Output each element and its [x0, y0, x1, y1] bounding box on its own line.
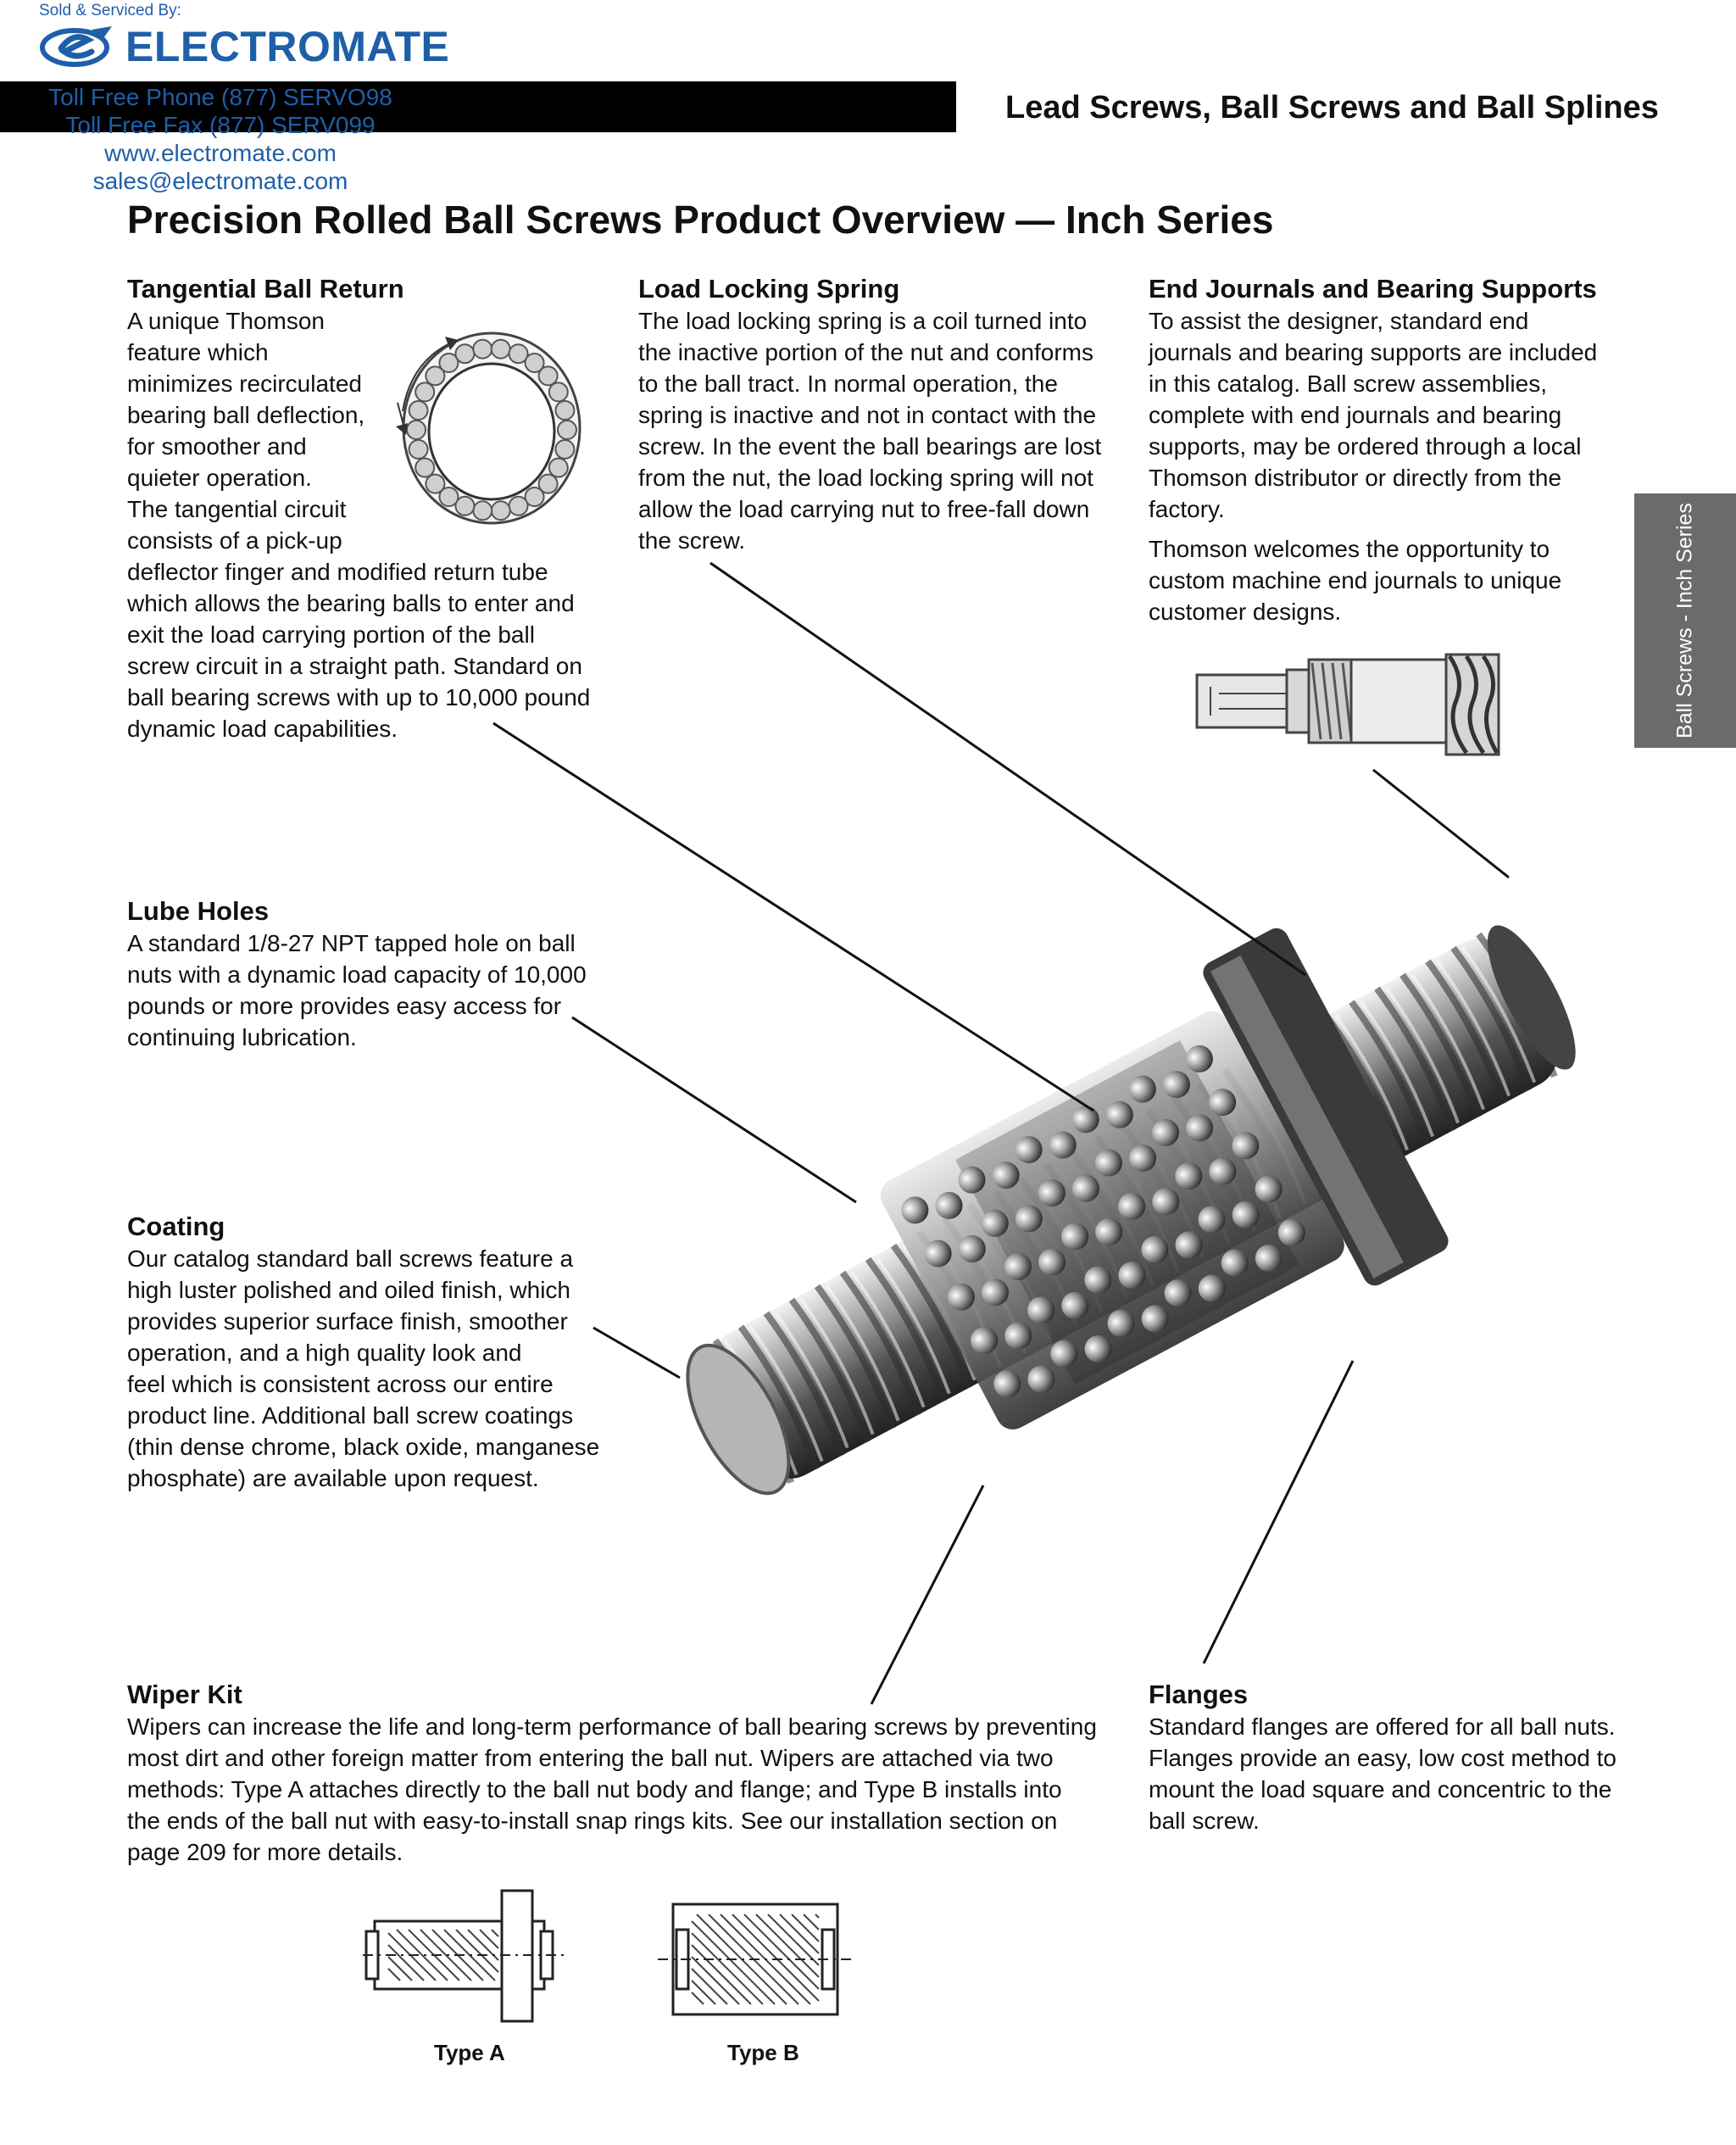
paragraph-line: nuts with a dynamic load capacity of 10,000 — [127, 961, 587, 988]
paragraph-line: feature which — [127, 339, 269, 365]
paragraph-line: Thomson distributor or directly from the — [1149, 465, 1562, 491]
paragraph-line: Standard flanges are offered for all ball nuts. — [1149, 1713, 1616, 1740]
leader-line-lube — [572, 1017, 856, 1202]
paragraph-line: screw circuit in a straight path. Standard on — [127, 653, 582, 679]
paragraph-line: A unique Thomson — [127, 308, 325, 334]
phone-text: Toll Free Phone (877) SERVO98 — [48, 84, 392, 110]
page-title: Precision Rolled Ball Screws Product Overview — Inch Series — [127, 198, 1274, 242]
wiper-type-a-drawing — [363, 1882, 566, 2035]
paragraph-line: screw. In the event the ball bearings are lost — [638, 433, 1102, 460]
brand-name: ELECTROMATE — [125, 23, 450, 70]
paragraph-line: allow the load carrying nut to free-fall down — [638, 496, 1090, 522]
paragraph-line: A standard 1/8-27 NPT tapped hole on ball — [127, 930, 576, 956]
paragraph-line: ball bearing screws with up to 10,000 pound — [127, 684, 591, 710]
paragraph-line: mount the load square and concentric to the — [1149, 1776, 1612, 1802]
paragraph-line: most dirt and other foreign matter from entering the ball nut. Wipers are attached via two — [127, 1745, 1054, 1771]
leader-line-journals — [1373, 770, 1509, 878]
paragraph-line: for smoother and — [127, 433, 307, 460]
paragraph-line: phosphate) are available upon request. — [127, 1465, 539, 1491]
paragraph-line: consists of a pick-up — [127, 527, 342, 554]
wiper-type-b-drawing — [658, 1896, 853, 2023]
paragraph-line: operation, and a high quality look and — [127, 1340, 522, 1366]
leader-line-flanges — [1204, 1361, 1353, 1663]
paragraph-line: high luster polished and oiled finish, which — [127, 1277, 570, 1303]
fax-text: Toll Free Fax (877) SERV099 — [65, 112, 376, 138]
type-a-caption: Type A — [434, 2040, 505, 2065]
paragraph-line: minimizes recirculated — [127, 370, 362, 397]
paragraph-line: The tangential circuit — [127, 496, 347, 522]
leader-line-wiper — [871, 1485, 983, 1704]
paragraph-line: exit the load carrying portion of the ball — [127, 621, 535, 648]
paragraph-line: complete with end journals and bearing — [1149, 402, 1562, 428]
paragraph-line: The load locking spring is a coil turned into — [638, 308, 1088, 334]
section-heading: Wiper Kit — [127, 1680, 242, 1709]
paragraph-line: page 209 for more details. — [127, 1839, 403, 1865]
section-heading: End Journals and Bearing Supports — [1149, 274, 1597, 304]
paragraph-line: quieter operation. — [127, 465, 312, 491]
section-heading: Tangential Ball Return — [127, 274, 404, 304]
leader-line-spring — [710, 563, 1305, 975]
email-link[interactable]: sales@electromate.com — [92, 168, 348, 194]
paragraph-line: deflector finger and modified return tube — [127, 559, 548, 585]
paragraph-line: from the nut, the load locking spring will not — [638, 465, 1093, 491]
website-link[interactable]: www.electromate.com — [104, 140, 337, 166]
section-heading: Flanges — [1149, 1680, 1249, 1709]
paragraph-line: in this catalog. Ball screw assemblies, — [1149, 370, 1547, 397]
paragraph-line: continuing lubrication. — [127, 1024, 357, 1050]
paragraph-line: the inactive portion of the nut and conforms — [638, 339, 1093, 365]
section-heading: Load Locking Spring — [638, 274, 900, 304]
paragraph-line: the screw. — [638, 527, 746, 554]
paragraph-line: (thin dense chrome, black oxide, manganese — [127, 1434, 600, 1460]
header-title: Lead Screws, Ball Screws and Ball Splines — [1005, 90, 1659, 125]
leader-line-tangential — [493, 723, 1093, 1111]
paragraph-line: bearing ball deflection, — [127, 402, 365, 428]
leader-line-coating — [593, 1328, 680, 1378]
paragraph-line: the ends of the ball nut with easy-to-install snap rings kits. See our installation section on — [127, 1808, 1058, 1834]
paragraph-line: Flanges provide an easy, low cost method to — [1149, 1745, 1617, 1771]
paragraph-line: provides superior surface finish, smoother — [127, 1308, 568, 1334]
section-heading: Lube Holes — [127, 896, 270, 926]
paragraph-line: feel which is consistent across our entire — [127, 1371, 554, 1397]
paragraph-line: product line. Additional ball screw coatings — [127, 1402, 574, 1429]
paragraph-line: Wipers can increase the life and long-term performance of ball bearing screws by preventing — [127, 1713, 1097, 1740]
type-b-caption: Type B — [727, 2040, 799, 2065]
paragraph-line: spring is inactive and not in contact with the — [638, 402, 1097, 428]
sold-by-label: Sold & Serviced By: — [39, 2, 181, 20]
section-wiper-kit — [127, 1679, 1127, 1868]
paragraph-line: To assist the designer, standard end — [1149, 308, 1529, 334]
paragraph-line: to the ball tract. In normal operation, the — [638, 370, 1058, 397]
paragraph-line: supports, may be ordered through a local — [1149, 433, 1582, 460]
paragraph-line: methods: Type A attaches directly to the ball nut body and flange; and Type B installs into — [127, 1776, 1062, 1802]
paragraph-line: Thomson welcomes the opportunity to — [1149, 536, 1550, 562]
paragraph-line: factory. — [1149, 496, 1225, 522]
paragraph-line: journals and bearing supports are included — [1149, 339, 1598, 365]
section-heading: Coating — [127, 1212, 225, 1241]
paragraph-line: dynamic load capabilities. — [127, 716, 398, 742]
paragraph-line: Our catalog standard ball screws feature a — [127, 1245, 574, 1272]
paragraph-line: custom machine end journals to unique — [1149, 567, 1562, 593]
section-flanges — [1149, 1679, 1623, 1836]
paragraph-line: pounds or more provides easy access for — [127, 993, 562, 1019]
paragraph-line: customer designs. — [1149, 599, 1342, 625]
paragraph-line: ball screw. — [1149, 1808, 1260, 1834]
side-tab-label: Ball Screws - Inch Series — [1672, 503, 1697, 738]
paragraph-line: which allows the bearing balls to enter and — [127, 590, 575, 616]
